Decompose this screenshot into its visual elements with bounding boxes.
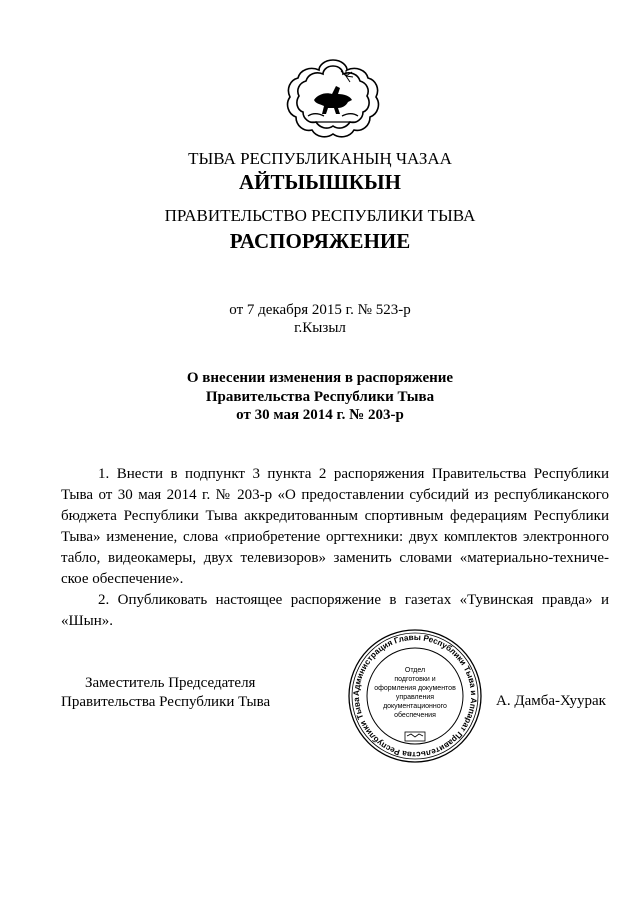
stamp-inner-line-2: подготовки и <box>394 676 436 683</box>
signatory-position <box>61 674 270 712</box>
body-paragraph-1: 1. Внести в подпункт 3 пункта 2 распоряжения Правительства Республики Тыва от 30 мая 2014 г. № 203-р «О предоставлении субсидий из республиканского бюджета Республики Тыва аккредитованным спортивным федерациям Республики Тыва» изменение, слова «приобретение оргтехники: двух комплектов электронного табло, видеокамеры, двух телевизоров» заменить словами «материально-техниче-ское обеспечение». <box>61 466 609 587</box>
official-stamp <box>347 628 483 764</box>
tuvan-document-type: АЙТЫЫШКЫН <box>239 170 401 194</box>
stamp-inner-line-3: оформления документов <box>374 685 456 692</box>
signatory-name: А. Дамба-Хуурак <box>496 693 606 709</box>
tuvan-government-heading: ТЫВА РЕСПУБЛИКАНЫҢ ЧАЗАА <box>188 149 452 168</box>
document-title-line-3: от 30 мая 2014 г. № 203-р <box>236 407 404 423</box>
stamp-inner-line-4: управления <box>395 694 435 701</box>
document-date-number: от 7 декабря 2015 г. № 523-р <box>229 302 411 318</box>
signatory-position-line-2: Правительства Республики Тыва <box>61 694 271 710</box>
russian-government-heading: ПРАВИТЕЛЬСТВО РЕСПУБЛИКИ ТЫВА <box>164 206 476 225</box>
coat-of-arms-emblem <box>284 56 382 140</box>
body-paragraph-2: 2. Опубликовать настоящее распоряжение в газетах «Тувинская правда» и «Шын». <box>61 592 609 629</box>
signatory-position-line-1: Заместитель Председателя <box>85 675 256 691</box>
stamp-inner-line-1: Отдел <box>404 667 426 674</box>
stamp-inner-line-5: документационного <box>383 703 447 710</box>
russian-document-type: РАСПОРЯЖЕНИЕ <box>229 229 411 253</box>
stamp-inner-line-6: обеспечения <box>394 712 436 719</box>
document-city: г.Кызыл <box>294 320 346 336</box>
document-title-line-2: Правительства Республики Тыва <box>205 389 435 405</box>
stamp-ring-text: Администрация Главы Республики Тыва и Аппарат Правительства Республики Тыва <box>351 632 479 760</box>
document-title-line-1: О внесении изменения в распоряжение <box>186 370 454 386</box>
stamp-emblem-mark <box>405 732 425 741</box>
document-body <box>61 464 609 632</box>
